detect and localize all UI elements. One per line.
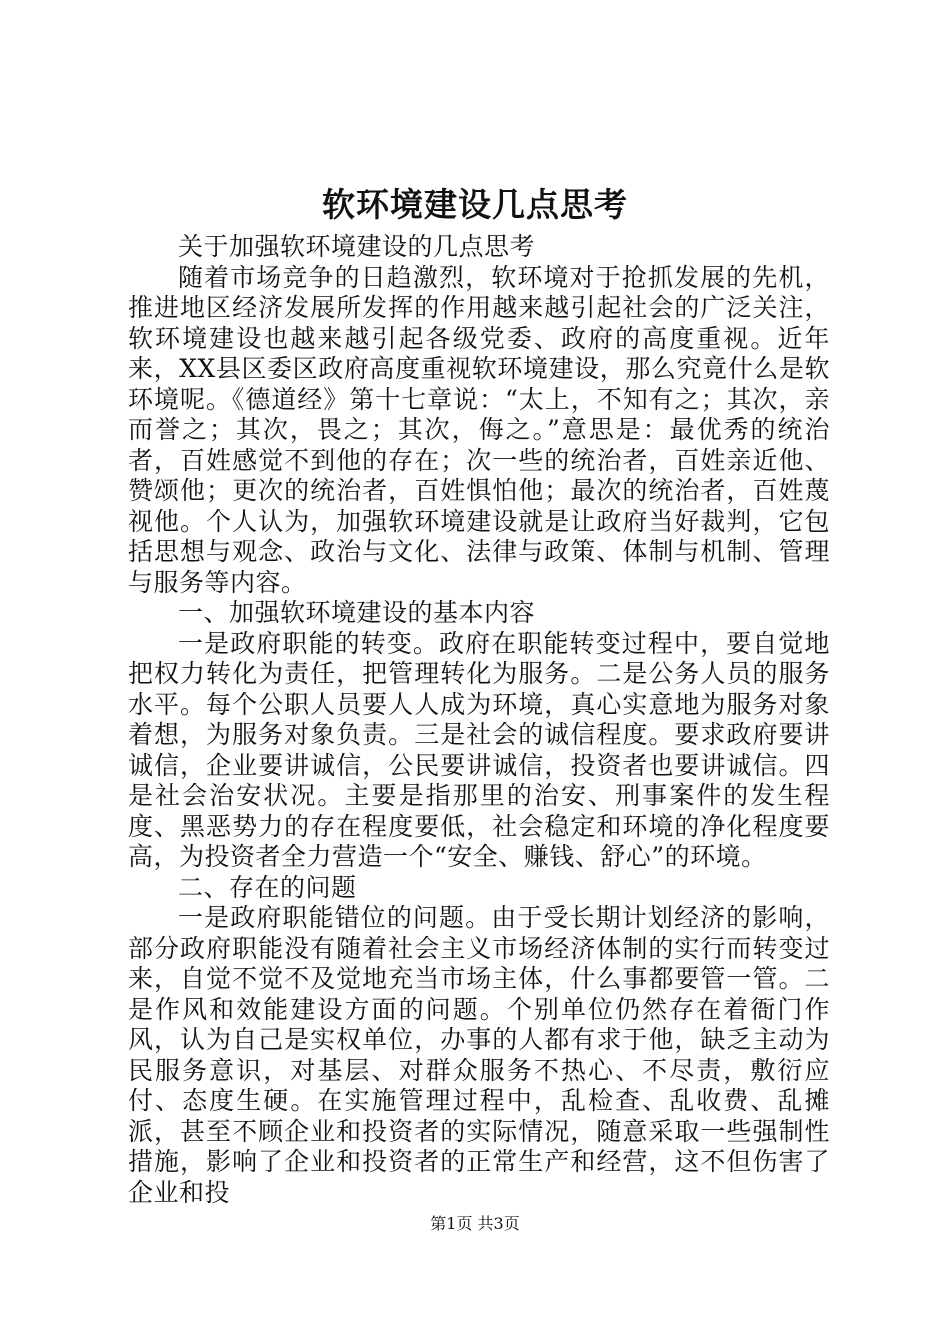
- paragraph-section-1: 一是政府职能的转变。政府在职能转变过程中，要自觉地把权力转化为责任，把管理转化为服务。二是公务人员的服务水平。每个公职人员要人人成为环境，真心实意地为服务对象着想，为服务对象负责。三是社会的诚信程度。要求政府要讲诚信，企业要讲诚信，公民要讲诚信，投资者也要讲诚信。四是社会治安状况。主要是指那里的治安、刑事案件的发生程度、黑恶势力的存在程度要低，社会稳定和环境的净化程度要高，为投资者全力营造一个“安全、赚钱、舒心”的环境。: [128, 628, 830, 871]
- document-body: [128, 232, 830, 1208]
- section-heading-2: 二、存在的问题: [178, 872, 357, 902]
- document-title: 软环境建设几点思考: [322, 185, 628, 224]
- section-heading-1: 一、加强软环境建设的基本内容: [178, 598, 536, 627]
- paragraph-section-2: 一是政府职能错位的问题。由于受长期计划经济的影响，部分政府职能没有随着社会主义市场经济体制的实行而转变过来，自觉不觉不及觉地充当市场主体，什么事都要管一管。二是作风和效能建设方面的问题。个别单位仍然存在着衙门作风，认为自己是实权单位，办事的人都有求于他，缺乏主动为民服务意识，对基层、对群众服务不热心、不尽责，敷衍应付、态度生硬。在实施管理过程中，乱检查、乱收费、乱摊派，甚至不顾企业和投资者的实际情况，随意采取一些强制性措施，影响了企业和投资者的正常生产和经营，这不但伤害了企业和投: [128, 903, 830, 1207]
- page-footer: 第1页 共3页: [430, 1214, 520, 1233]
- paragraph-subtitle: 关于加强软环境建设的几点思考: [178, 232, 536, 261]
- paragraph-intro: 随着市场竞争的日趋激烈，软环境对于抢抓发展的先机，推进地区经济发展所发挥的作用越来越引起社会的广泛关注，软环境建设也越来越引起各级党委、政府的高度重视。近年来，XX县区委区政府高度重视软环境建设，那么究竟什么是软环境呢。《德道经》第十七章说：“太上，不知有之；其次，亲而誉之；其次，畏之；其次，侮之。”意思是：最优秀的统治者，百姓感觉不到他的存在；次一些的统治者，百姓亲近他、赞颂他；更次的统治者，百姓惧怕他；最次的统治者，百姓蔑视他。个人认为，加强软环境建设就是让政府当好裁判，它包括思想与观念、政治与文化、法律与政策、体制与机制、管理与服务等内容。: [128, 262, 830, 597]
